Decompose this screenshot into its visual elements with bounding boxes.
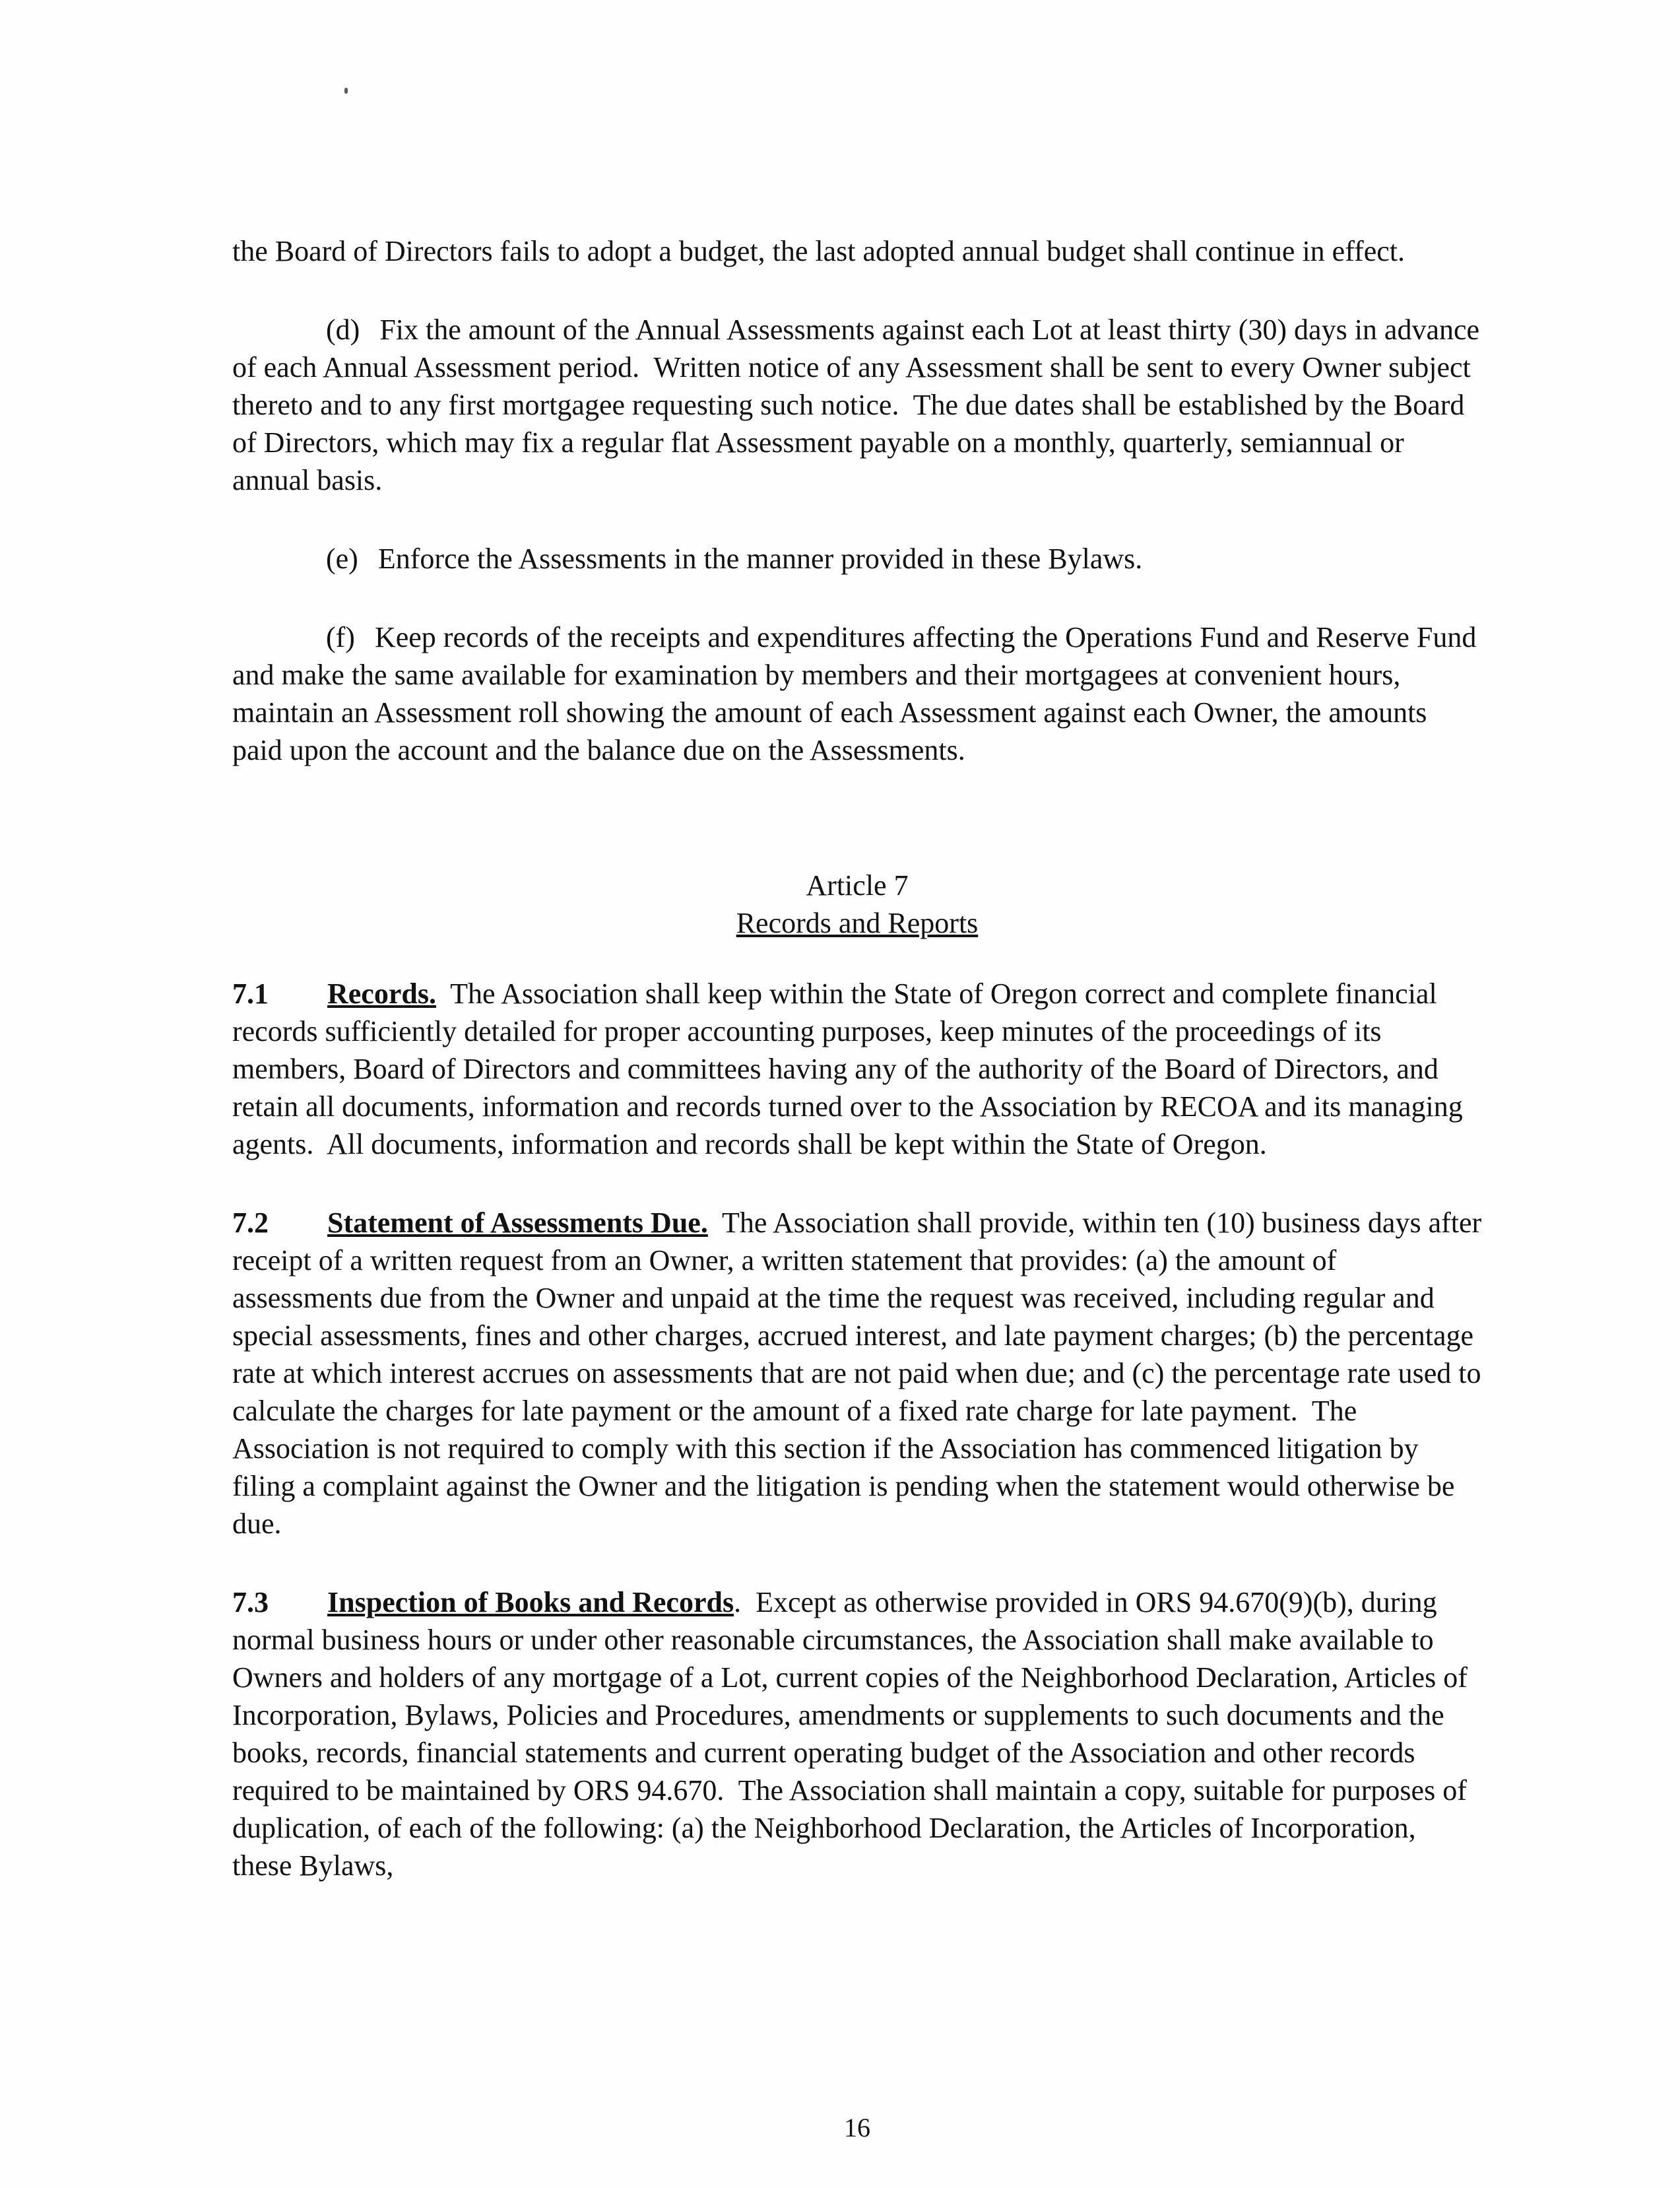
- section-body-7-1: The Association shall keep within the State of Oregon correct and complete financial records sufficiently detailed for proper accounting purposes, keep minutes of the proceedings of its members, Board of Directors and committees having any of the authority of the Board of Directors, and retain all documents, information and records turned over to the Association by RECOA and its managing agents. All documents, information and records shall be kept within the State of Oregon.: [232, 978, 1470, 1160]
- section-number-7-2: 7.2: [232, 1207, 269, 1239]
- section-7-3: [232, 1583, 1482, 1884]
- section-body-7-3: . Except as otherwise provided in ORS 94.670(9)(b), during normal business hours or under other reasonable circumstances, the Association shall make available to Owners and holders of any mortgage of a Lot, current copies of the Neighborhood Declaration, Articles of Incorporation, Bylaws, Policies and Procedures, amendments or supplements to such documents and the books, records, financial statements and current operating budget of the Association and other records required to be maintained by ORS 94.670. The Association shall maintain a copy, suitable for purposes of duplication, of each of the following: (a) the Neighborhood Declaration, the Articles of Incorporation, these Bylaws,: [232, 1586, 1475, 1882]
- item-text-f: Keep records of the receipts and expenditures affecting the Operations Fund and Reserve Fund and make the same available for examination by members and their mortgagees at convenient hours, maintain an Assessment roll showing the amount of each Assessment against each Owner, the amounts paid upon the account and the balance due on the Assessments.: [232, 621, 1484, 766]
- page-number: 16: [844, 2113, 870, 2142]
- item-label-f: (f): [326, 621, 355, 653]
- article-heading: [232, 867, 1482, 942]
- article-number: Article 7: [806, 869, 909, 902]
- section-number-7-3: 7.3: [232, 1586, 269, 1618]
- section-body-7-2: The Association shall provide, within ten (10) business days after receipt of a written request from an Owner, a written statement that provides: (a) the amount of assessments due from the Owner and unpaid at the time the request was received, including regular and special assessments, fines and other charges, accrued interest, and late payment charges; (b) the percentage rate at which interest accrues on assessments that are not paid when due; and (c) the percentage rate used to calculate the charges for late payment or the amount of a fixed rate charge for late payment. The Association is not required to comply with this section if the Association has commenced litigation by filing a complaint against the Owner and the litigation is pending when the statement would otherwise be due.: [232, 1207, 1489, 1540]
- list-item-d: [232, 311, 1487, 499]
- list-item-e: [232, 540, 1482, 578]
- item-label-e: (e): [326, 543, 358, 575]
- section-number-7-1: 7.1: [232, 978, 269, 1010]
- item-text-e: Enforce the Assessments in the manner provided in these Bylaws.: [377, 543, 1143, 575]
- section-7-2: [232, 1204, 1489, 1542]
- section-heading-7-3: Inspection of Books and Records: [327, 1586, 734, 1618]
- article-title: Records and Reports: [736, 907, 979, 939]
- section-heading-7-1: Records.: [327, 978, 436, 1010]
- section-heading-7-2: Statement of Assessments Due.: [327, 1207, 708, 1239]
- list-item-f: [232, 618, 1482, 769]
- continuation-paragraph: [232, 232, 1482, 270]
- scan-artifact-dot: [344, 88, 348, 94]
- item-text-d: Fix the amount of the Annual Assessments against each Lot at least thirty (30) days in advance of each Annual Assessment period. Written notice of any Assessment shall be sent to every Owner subject thereto and to any first mortgagee requesting such notice. The due dates shall be established by the Board of Directors, which may fix a regular flat Assessment payable on a monthly, quarterly, semiannual or annual basis.: [232, 314, 1487, 496]
- section-7-1: [232, 975, 1482, 1163]
- continuation-text: the Board of Directors fails to adopt a budget, the last adopted annual budget shall continue in effect.: [232, 235, 1405, 267]
- item-label-d: (d): [326, 314, 360, 346]
